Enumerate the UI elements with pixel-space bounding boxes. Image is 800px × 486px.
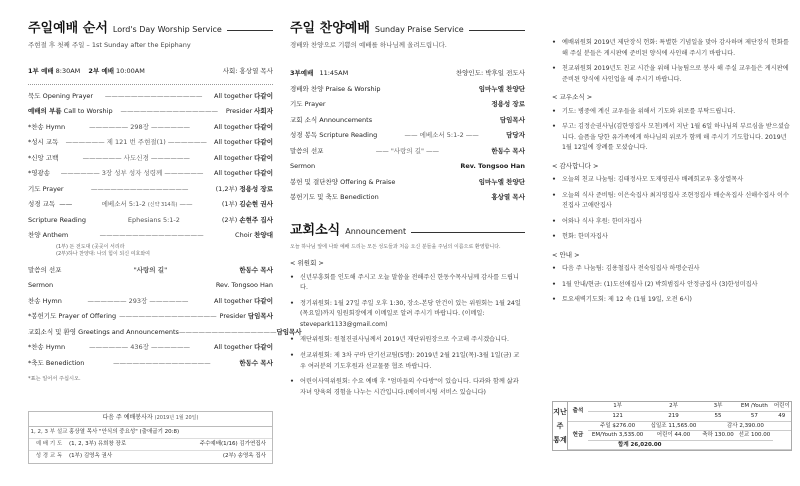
order-item-label: *성시 교독: [28, 138, 59, 147]
order-item-detail: —————— 293장 ——————: [87, 296, 189, 305]
order-item-leader: All together 다같이: [214, 153, 273, 162]
order-item-detail: ———————————————: [178, 327, 277, 336]
announcement-item: • 어린이사역위원회: 수요 예배 후 "엄마들의 수다방"이 있습니다. 다과와 함께 삶과 자녀 양육의 경험을 나누는 시간입니다.(베이비시팅 서비스 있습니다): [290, 378, 519, 396]
order-item-label: *찬송 Hymn: [28, 122, 66, 131]
order-item: [28, 89, 273, 105]
info-item: • 1월 안내/현금: (1)도선애집사 (2) 박희범집사 안정금집사 (3)한성미집사: [552, 280, 758, 288]
order-item-label: *영광송: [28, 169, 51, 178]
order-item: [28, 135, 273, 151]
order-item-detail: ———————————————: [119, 312, 217, 321]
info-item: • 토요새벽기도회: 제 12 속 (1월 19일, 오전 6시): [552, 296, 692, 304]
scripture-reading-en: Scripture Reading Ephesians 5:1-2 (2부) 손현주 집사: [28, 215, 273, 224]
thanks-item: • 어와나 식사 후원: 한미자집사: [552, 217, 642, 225]
announcement-item: • 선교위원회: 제 3차 구바 단기선교팀(5명): 2019년 2월 21일(목)-3월 1일(금) 교우 여러분의 기도후원과 선교물품 협조 바랍니다.: [290, 352, 520, 370]
anthem-note-2: (2부)하나 찬양대: 나의 힘이 되신 여호와여: [56, 251, 150, 258]
service-times: 1부 예배 8:30AM 2부 예배 10:00AM 사회: 홍상열 목사: [28, 67, 273, 76]
order-item-leader: Presider 사회자: [225, 107, 273, 116]
praise-item: 성경 봉독 Scripture Reading —— 에베소서 5:1-2 —— 담당자: [290, 131, 525, 140]
order-item-label: *봉헌기도 Prayer of Offering: [28, 312, 117, 321]
order-item-label: 찬송 Hymn: [28, 296, 62, 305]
order-item-leader: All together 다같이: [214, 91, 273, 100]
praise-item: 봉헌기도 및 축도 Benediction 홍상열 목사: [290, 193, 525, 202]
order-item: [28, 120, 273, 136]
committee-item: • 친교위원회 2019년도 친교 시간을 위해 나눔팀으로 봉사 해 주실 교우들은 게시판에 준비된 양식에 사인업을 해 주시기 바랍니다.: [552, 65, 789, 83]
order-item-detail: ———————————————: [90, 184, 189, 193]
order-item-leader: All together 다같이: [214, 138, 273, 147]
worship-order-column: [28, 0, 302, 486]
order-item: [28, 294, 273, 310]
announcement-title: 교회소식 Announcement: [290, 224, 525, 239]
order-item: [28, 151, 273, 167]
thanks-item: • 오늘의 친교 나눔팀: 김태정사모 도재영권사 배례희교우 홍상열목사: [552, 176, 744, 184]
order-item: [28, 325, 302, 341]
announcement-item: • 정기위원회: 1월 27일 주일 오후 1:30, 장소-본당 안건이 있는 위원회는 1월 24일(목요일)까지 임원회장에게 이메일로 알려 주시기 바랍니다. (이메일: stevepark1133@gmail.com): [290, 299, 521, 328]
praise-time: 3부예배 11:45AM 찬양인도: 박후일 전도사: [290, 69, 525, 78]
order-item-label: *찬송 Hymn: [28, 343, 66, 352]
announcement-intro: 오늘 하나님 앞에 나와 예배 드리는 모든 성도들과 처음 오신 분들을 주님의 이름으로 환영합니다.: [290, 243, 501, 250]
server-row: 예 배 기 도 (1, 2, 3부) 유희창 장로 주수예배(1/16) 김가연집사: [29, 439, 272, 451]
order-item-leader: Presider 담임목사: [219, 312, 273, 321]
officiant: 사회: 홍상열 목사: [222, 67, 273, 76]
sermon-row-en: Sermon Rev. Tongsoo Han: [28, 281, 273, 290]
thanks-item: • 오늘의 식사 준비팀: 이은숙집사 최지영집사 조현정집사 배순옥집사 신해수집사 이수진집사 고애란집사: [552, 191, 790, 210]
praise-title: 주일 찬양예배 Sunday Praise Service: [290, 22, 525, 37]
order-item-detail: —————— 제 121 번 주현절(1) ——————: [65, 138, 207, 147]
server-row: 성 경 교 독 (1부) 김영옥 권사 (2부) 송영옥 집사: [35, 453, 266, 460]
order-item-leader: 한동수 목사: [239, 358, 273, 367]
worship-order-title: [28, 22, 273, 37]
committee-item: • 예배위원회 2019년 제단장식 헌화: 특별한 기념일을 맞아 감사하며 제단장식 헌화를 해 주실 분들은 게시판에 준비된 양식에 사인해 주시기 바랍니다.: [552, 39, 789, 57]
order-item-detail: —————— 298장 ——————: [89, 122, 190, 131]
last-week-statistics: 지난 주 통계 출석 1부 2부 3부 EM /Youth 어린이 121 219 55 57 49 헌금 주일 $276.00 십일조 11,565.00 감사 2,390.00 EM/Youth 3,535.00 어린이 44.00 축하 130.00 선교 100.00 합계 26,020.00: [552, 401, 792, 451]
sermon-row: 말씀의 선포 "사랑의 길" 한동수 목사: [28, 265, 273, 274]
praise-service-column: [290, 0, 525, 486]
member-news-item: • 기도: 병중에 계신 교우들을 위해서 기도와 위로를 부탁드립니다.: [552, 107, 736, 115]
thanks-item: • 헌화: 한미자집사: [552, 233, 608, 241]
order-item: [28, 356, 273, 372]
order-item-label: 예배의 부름 Call to Worship: [28, 107, 113, 116]
scripture-reading-ko: 성경 교독 —— 에베소서 5:1-2 (신약 314쪽) —— (1부) 김순현 권사: [28, 199, 273, 209]
server-row: 1, 2, 3 부 설교 홍상열 목사 "안식의 중요성" (출애굽기 20:8): [29, 427, 272, 439]
order-item-label: *신앙 고백: [28, 153, 59, 162]
next-week-servers: 다음 주 예배봉사자 (2019년 1월 20일) 1, 2, 3 부 설교 홍상열 목사 "안식의 중요성" (출애굽기 20:8) 예 배 기 도 (1, 2, 3부) 유희창 장로 주수예배(1/16) 김가연집사 성 경 교 독 (1부) 김영옥 권사 (2부) 송영옥 집사: [28, 411, 273, 464]
anthem-note-1: (1부) 돈 전도대 (곳곳이 서리라: [56, 243, 125, 250]
praise-item: 말씀의 선포 —— "사랑의 길" —— 한동수 목사: [290, 146, 525, 155]
order-item-detail: ———————————————: [120, 107, 218, 116]
order-item: [28, 104, 273, 120]
praise-subtitle: 경배와 찬양으로 기쁨의 예배를 하나님께 올려드립니다.: [290, 40, 447, 49]
committee-heading: < 위원회 >: [290, 259, 324, 268]
title-rule: [227, 30, 273, 31]
member-news-heading: < 교우소식 >: [552, 93, 593, 102]
info-heading: < 안내 >: [552, 250, 580, 259]
order-item-leader: All together 다같이: [214, 343, 273, 352]
praise-item: 교회 소식 Announcements 담임목사: [290, 115, 525, 124]
praise-item: 경배와 찬양 Praise & Worship 임마누엘 찬양단: [290, 84, 525, 93]
order-item-leader: All together 다같이: [214, 296, 273, 305]
order-item-leader: All together 다같이: [214, 169, 273, 178]
anthem-row: 찬양 Anthem ———————————————— Choir 찬양대: [28, 231, 273, 240]
standing-footnote: *표는 일어서 주십시오.: [28, 376, 81, 383]
order-item: [28, 182, 273, 198]
order-item: [28, 340, 273, 356]
praise-item: 봉헌 및 결단찬양 Offering & Praise 임마누엘 찬양단: [290, 177, 525, 186]
announcement-item: • 신년부흥회를 인도해 주시고 오늘 말씀을 전해주신 한동수목사님께 감사를 드립니다.: [290, 273, 519, 292]
order-item-detail: —————— 436장 ——————: [89, 343, 190, 352]
title-english: Lord's Day Worship Service: [112, 24, 222, 34]
info-item: • 다음 주 나눔팀: 김용철집사 전숙임집사 하명순권사: [552, 265, 700, 273]
order-item: [28, 309, 273, 325]
order-item-detail: —————— 사도신경 ——————: [82, 153, 190, 162]
praise-item: 기도 Prayer 정용성 장로: [290, 100, 525, 109]
order-item-label: 기도 Prayer: [28, 184, 64, 193]
member-news-item: • 부고: 김정순권사님(김한영집사 모친)께서 지난 1월 6일 하나님의 부르심을 받으셨습니다. 슬픔을 당한 유가족에게 하나님의 위로가 함께 해 주시기 기도합니다. 2019년 1월 12일에 장례를 모셨습니다.: [552, 123, 790, 152]
worship-subtitle: 주현절 후 첫째 주일 – 1st Sunday after the Epiphany: [28, 40, 191, 49]
order-item-label: 묵도 Opening Prayer: [28, 91, 94, 100]
title-korean: 주일예배 순서: [28, 21, 108, 36]
order-item-label: 교회소식 및 환영 Greetings and Announcements: [28, 327, 179, 336]
praise-item: Sermon Rev. Tongsoo Han: [290, 162, 525, 171]
order-item: [28, 166, 273, 182]
order-item-leader: (1,2부) 정용성 장로: [215, 184, 273, 193]
order-item-leader: All together 다같이: [214, 122, 273, 131]
order-item-detail: ———————————————: [113, 358, 211, 367]
news-column: [552, 0, 792, 486]
announcement-item: • 재단위원회: 원철진권사님께서 2019년 재단위원장으로 수고해 주시겠습니다.: [290, 336, 509, 344]
order-item-detail: —————— 3장 성부 성자 성령께 ——————: [60, 169, 204, 178]
order-item-leader: 담임목사: [276, 327, 302, 336]
order-item-label: *축도 Benediction: [28, 358, 85, 367]
order-item-detail: ———————————————: [104, 91, 203, 100]
thanks-heading: < 감사합니다 >: [552, 161, 599, 170]
